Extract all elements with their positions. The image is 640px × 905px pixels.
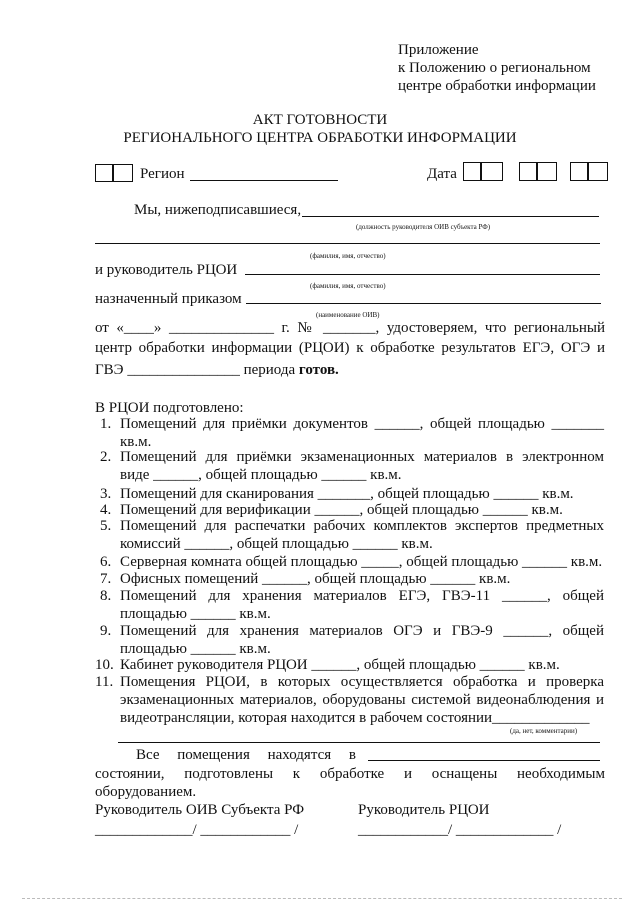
list-item-text: Помещений для верификации ______, общей площадью ______ кв.м. bbox=[120, 502, 563, 518]
list-item-number: 6. bbox=[100, 554, 112, 570]
region-code-box-1[interactable] bbox=[95, 164, 113, 182]
scan-edge bbox=[22, 898, 622, 899]
oiv-signature-line[interactable]: _____________/ ____________ / bbox=[95, 822, 299, 838]
closing-line-1: Все помещения находятся в bbox=[136, 747, 356, 763]
list-item-text: Кабинет руководителя РЦОИ ______, общей площадью ______ кв.м. bbox=[120, 657, 560, 673]
list-item-text: Помещений для приёмки документов ______, общей площадью _______ bbox=[120, 416, 604, 432]
region-label: Регион bbox=[140, 166, 185, 182]
oiv-field[interactable] bbox=[246, 303, 601, 304]
list-item-text: Помещений для распечатки рабочих комплектов экспертов предметных bbox=[120, 518, 604, 534]
list-item-text: площадью ______ кв.м. bbox=[120, 606, 271, 622]
appendix-line-1: Приложение bbox=[398, 42, 479, 58]
list-item-text: видеотрансляции, которая находится в рабочем состоянии_____________ bbox=[120, 710, 590, 726]
date-year-box-1[interactable] bbox=[570, 162, 588, 181]
list-item-text: Серверная комната общей площадью _____, общей площадью ______ кв.м. bbox=[120, 554, 603, 570]
list-item-text: Помещений для сканирования _______, общей площадью ______ кв.м. bbox=[120, 486, 574, 502]
comment-field[interactable] bbox=[118, 742, 600, 743]
list-item-number: 3. bbox=[100, 486, 112, 502]
date-day-box-1[interactable] bbox=[463, 162, 481, 181]
we-signed-label: Мы, нижеподписавшиеся, bbox=[134, 202, 302, 218]
list-item-number: 2. bbox=[100, 449, 112, 465]
hint-fio-1: (фамилия, имя, отчество) bbox=[310, 252, 386, 260]
list-item-text: виде ______, общей площадью ______ кв.м. bbox=[120, 467, 402, 483]
fio-field-1[interactable] bbox=[95, 243, 600, 244]
document-subtitle: РЕГИОНАЛЬНОГО ЦЕНТРА ОБРАБОТКИ ИНФОРМАЦИИ bbox=[123, 130, 517, 146]
date-month-box-1[interactable] bbox=[519, 162, 537, 181]
gve-line bbox=[95, 362, 339, 379]
list-item-text: Помещений для хранения материалов ЕГЭ, ГВЭ-11 ______, общей bbox=[120, 588, 604, 604]
rcoi-head-label: Руководитель РЦОИ bbox=[358, 802, 490, 818]
list-item-number: 5. bbox=[100, 518, 112, 534]
closing-line-3: оборудованием. bbox=[95, 784, 197, 800]
region-code-box-2[interactable] bbox=[113, 164, 133, 182]
appointed-label: назначенный приказом bbox=[95, 291, 242, 307]
state-field[interactable] bbox=[368, 760, 600, 761]
oiv-head-label: Руководитель ОИВ Субъекта РФ bbox=[95, 802, 305, 818]
hint-yes-no: (да, нет, комментарии) bbox=[510, 727, 578, 735]
gve-prefix: ГВЭ _______________ периода bbox=[95, 362, 299, 378]
list-item-text: кв.м. bbox=[120, 434, 152, 450]
list-item-number: 7. bbox=[100, 571, 112, 587]
ready-word: готов. bbox=[298, 362, 339, 378]
document-title: АКТ ГОТОВНОСТИ bbox=[252, 112, 388, 128]
date-year-box-2[interactable] bbox=[588, 162, 608, 181]
list-item-text: Помещения РЦОИ, в которых осуществляется обработка и проверка bbox=[120, 674, 604, 690]
list-item-number: 11. bbox=[95, 674, 114, 690]
rcoi-signature-line[interactable]: ____________/ _____________ / bbox=[358, 822, 562, 838]
date-day-box-2[interactable] bbox=[481, 162, 503, 181]
list-item-text: Офисных помещений ______, общей площадью ______ кв.м. bbox=[120, 571, 511, 587]
appendix-line-3: центре обработки информации bbox=[398, 78, 596, 94]
fio-field-2[interactable] bbox=[245, 274, 600, 275]
and-head-label: и руководитель РЦОИ bbox=[95, 262, 238, 278]
list-item-text: экзаменационных материалов, оборудованы системой видеонаблюдения и bbox=[120, 692, 604, 708]
list-item-text: Помещений для приёмки экзаменационных материалов в электронном bbox=[120, 449, 604, 465]
list-item-text: Помещений для хранения материалов ОГЭ и ГВЭ-9 ______, общей bbox=[120, 623, 604, 639]
list-item-text: площадью ______ кв.м. bbox=[120, 641, 271, 657]
date-label: Дата bbox=[427, 166, 457, 182]
center-line: центр обработки информации (РЦОИ) к обработке результатов ЕГЭ, ОГЭ и bbox=[95, 340, 605, 356]
list-item-number: 4. bbox=[100, 502, 112, 518]
list-item-text: комиссий ______, общей площадью ______ кв.м. bbox=[120, 536, 433, 552]
position-field[interactable] bbox=[302, 216, 599, 217]
list-item-number: 10. bbox=[95, 657, 114, 673]
region-field[interactable] bbox=[190, 180, 338, 181]
list-item-number: 1. bbox=[100, 416, 112, 432]
closing-line-2: состоянии, подготовлены к обработке и оснащены необходимым bbox=[95, 766, 605, 782]
from-line: от «____» ______________ г. № _______, удостоверяем, что региональный bbox=[95, 320, 605, 336]
appendix-line-2: к Положению о региональном bbox=[398, 60, 591, 76]
date-month-box-2[interactable] bbox=[537, 162, 557, 181]
prepared-heading: В РЦОИ подготовлено: bbox=[95, 400, 244, 416]
list-item-number: 9. bbox=[100, 623, 112, 639]
hint-position: (должность руководителя ОИВ субъекта РФ) bbox=[356, 223, 491, 231]
list-item-number: 8. bbox=[100, 588, 112, 604]
hint-fio-2: (фамилия, имя, отчество) bbox=[310, 282, 386, 290]
hint-oiv: (наименование ОИВ) bbox=[316, 311, 380, 319]
